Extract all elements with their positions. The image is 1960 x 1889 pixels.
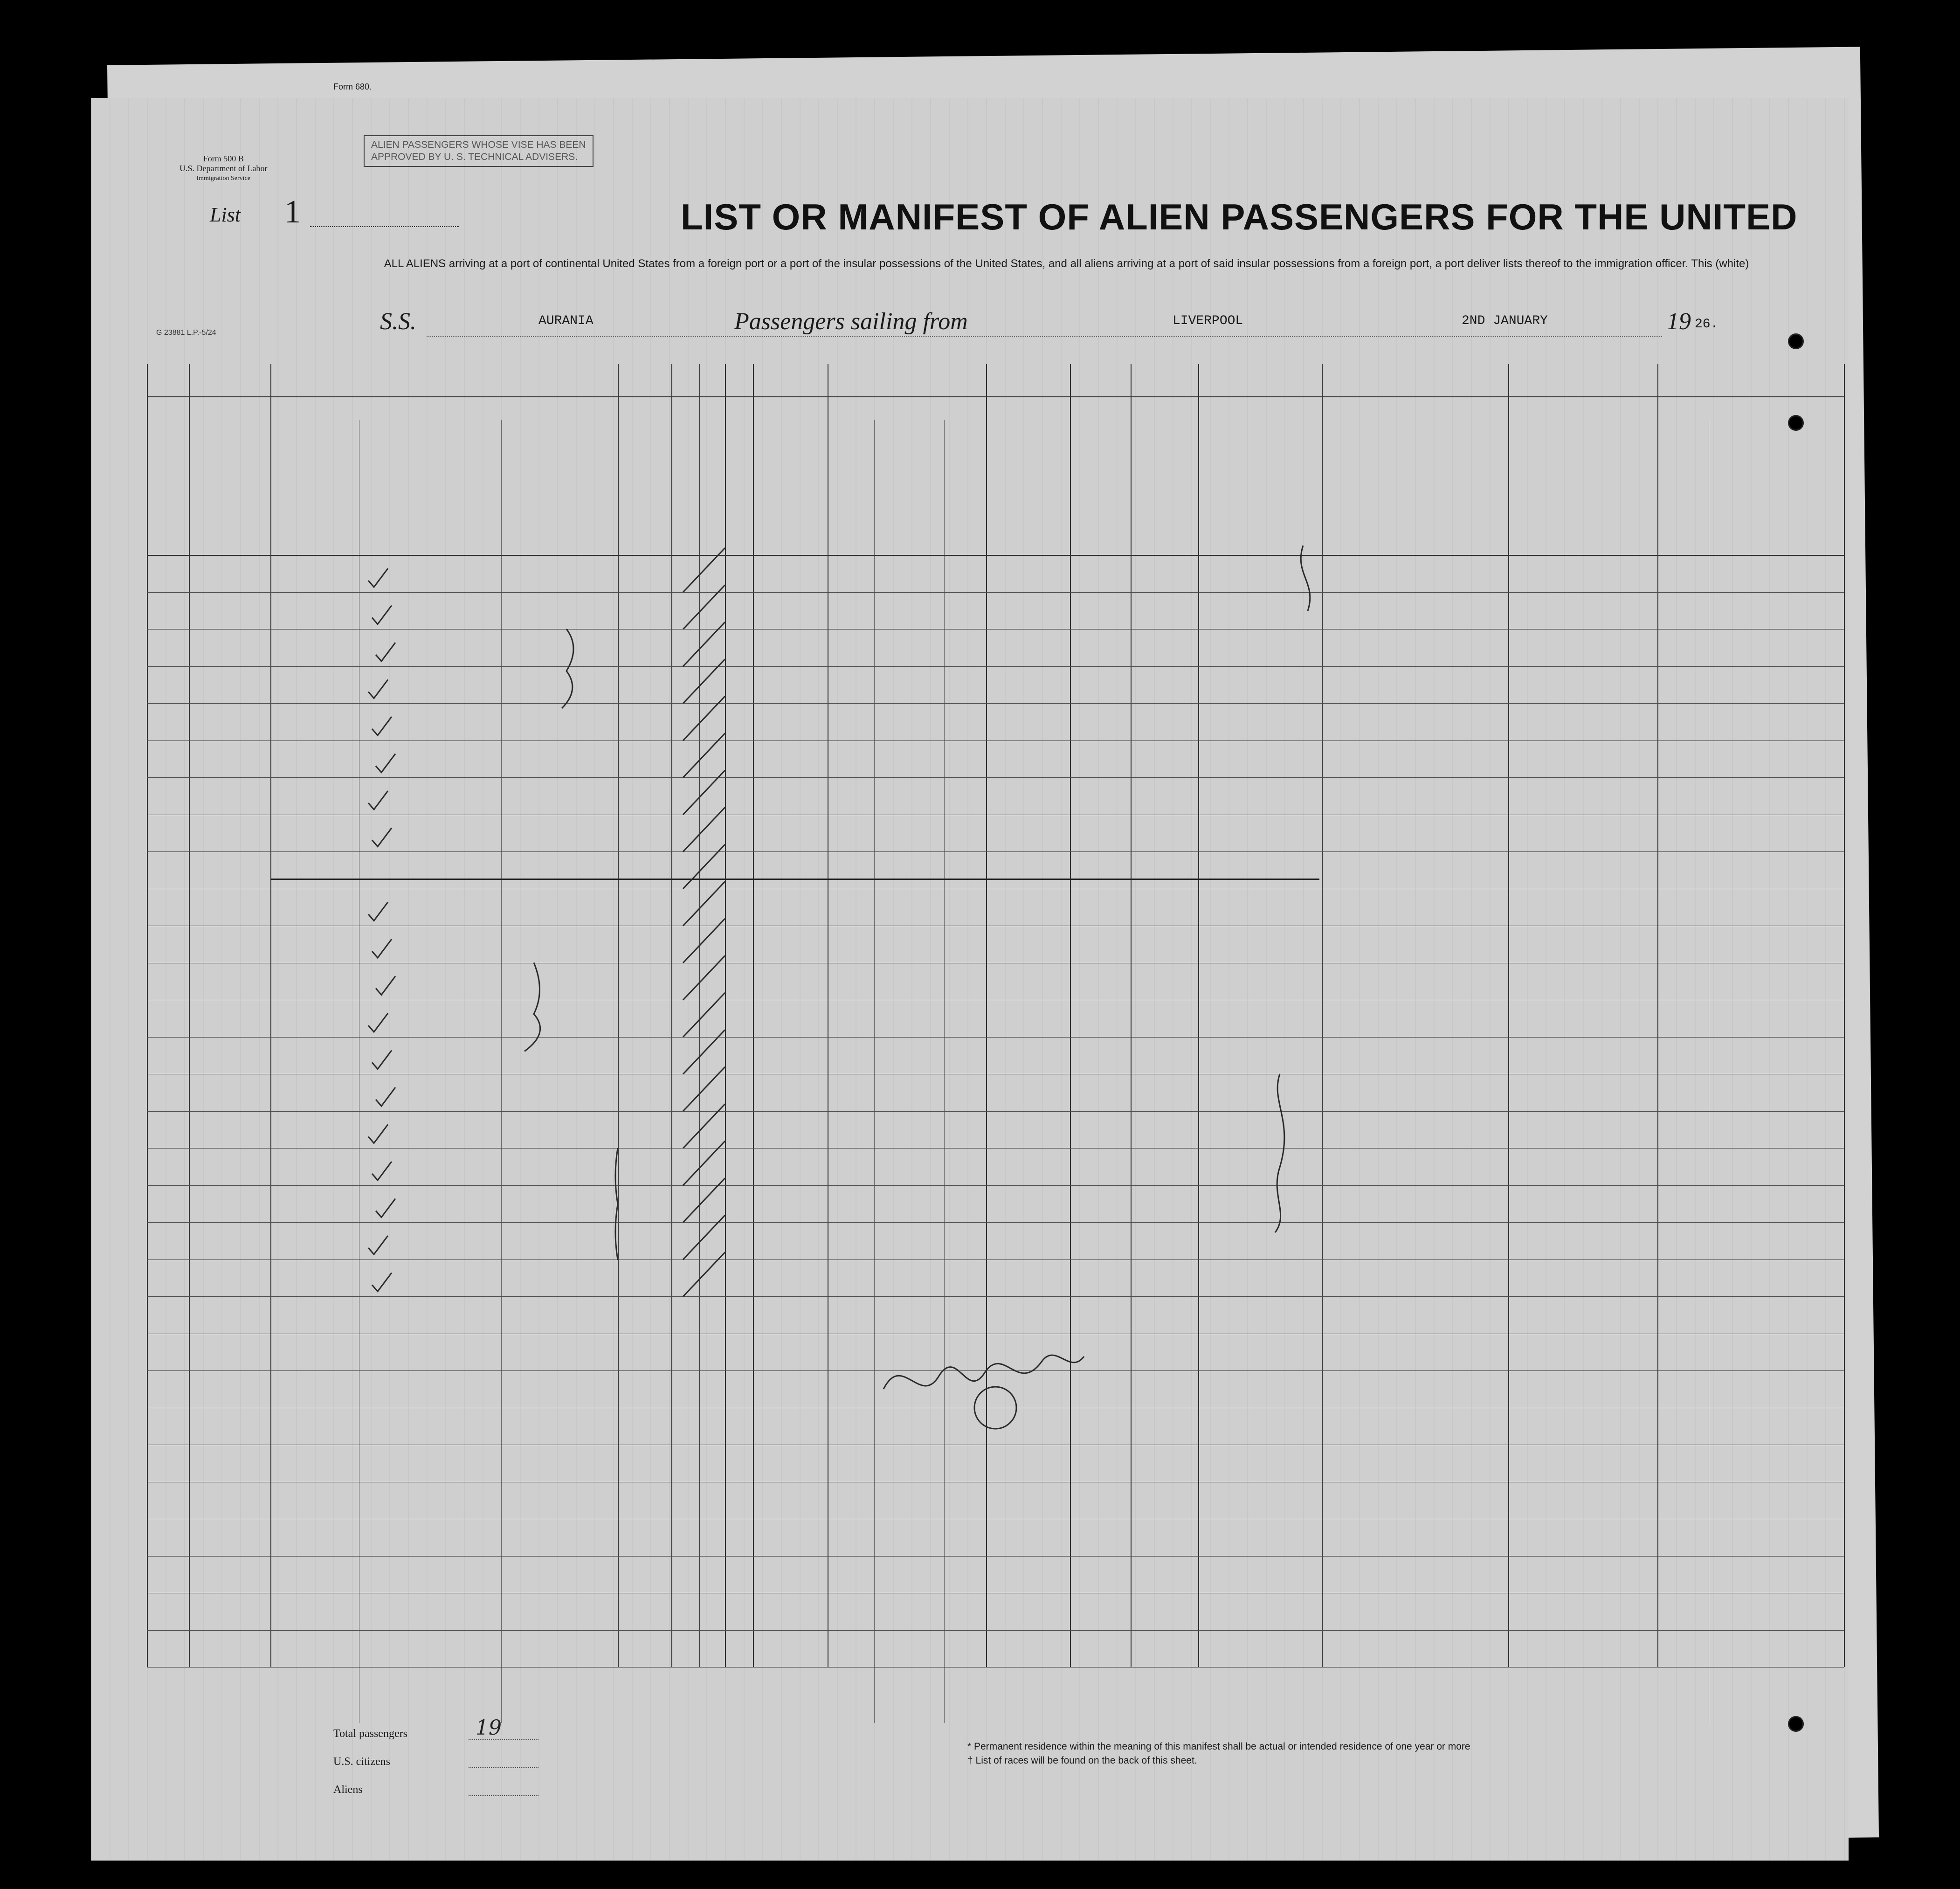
row-rule [147, 1222, 1844, 1223]
column-rule [147, 364, 148, 1667]
column-rule [1070, 364, 1071, 1667]
row-rule [147, 1185, 1844, 1186]
row-rule [147, 1259, 1844, 1260]
row-rule [147, 1296, 1844, 1297]
binder-hole-3 [1788, 1716, 1804, 1732]
us-citizens-label: U.S. citizens [333, 1756, 390, 1768]
row-rule [147, 777, 1844, 778]
form-department: U.S. Department of Labor [179, 164, 268, 173]
column-rule [1322, 364, 1323, 1667]
aliens-line [469, 1795, 538, 1796]
row-rule [147, 851, 1844, 852]
column-rule [618, 364, 619, 1667]
column-rule [501, 420, 502, 1723]
voyage-underline [427, 336, 1662, 337]
sail-date: 2ND JANUARY [1462, 314, 1548, 328]
column-rule [944, 420, 945, 1723]
stamp-line-2: APPROVED BY U. S. TECHNICAL ADVISERS. [371, 152, 578, 162]
column-rule [753, 364, 754, 1667]
column-rule [1508, 364, 1509, 1667]
column-rule [1657, 364, 1658, 1667]
total-passengers-label: Total passengers [333, 1728, 407, 1740]
header-top-rule [147, 396, 1844, 397]
row-rule [147, 1037, 1844, 1038]
footnote-residence: * Permanent residence within the meaning of this manifest shall be actual or intended residence of one year or more [967, 1741, 1470, 1752]
aliens-label: Aliens [333, 1784, 363, 1796]
column-rule [725, 364, 726, 1667]
column-rule [699, 364, 700, 1667]
sailing-label: Passengers sailing from [734, 308, 968, 335]
g-code: G 23881 L.P.-5/24 [156, 329, 216, 337]
port-name: LIVERPOOL [1173, 314, 1243, 328]
row-rule [147, 1556, 1844, 1557]
form-service: Immigration Service [196, 175, 250, 182]
list-underline [310, 226, 459, 227]
column-rule [1844, 364, 1845, 1667]
row-rule [147, 666, 1844, 667]
stamp-line-1: ALIEN PASSENGERS WHOSE VISE HAS BEEN [371, 139, 586, 150]
row-rule [147, 1148, 1844, 1149]
row-rule [147, 1630, 1844, 1631]
column-rule [1198, 364, 1199, 1667]
column-rule [1131, 364, 1132, 1667]
header-bottom-rule [147, 555, 1844, 556]
form-tab: Form 680. [333, 82, 372, 91]
column-rule [189, 364, 190, 1667]
row-rule [147, 1111, 1844, 1112]
ss-label: S.S. [380, 308, 416, 335]
ship-name: AURANIA [538, 314, 594, 328]
total-passengers-value: 19 [476, 1716, 502, 1740]
manifest-sheet [91, 82, 1849, 1861]
handwriting-overlay [147, 364, 1844, 1667]
year-prefix: 19 [1667, 308, 1691, 335]
row-rule [147, 629, 1844, 630]
row-rule [147, 592, 1844, 593]
strike-line [270, 879, 1319, 880]
page-title: LIST OR MANIFEST OF ALIEN PASSENGERS FOR THE UNITED [681, 196, 1798, 237]
column-rule [874, 420, 875, 1723]
row-rule [147, 703, 1844, 704]
binder-hole-2 [1788, 415, 1804, 431]
intro-paragraph: ALL ALIENS arriving at a port of continental United States from a foreign port or a port of the insular possessions of the United States, and all aliens arriving at a port of said insular possessions from a foreign port, a port deliver lists thereof to the immigration officer. This (white) [384, 257, 1749, 270]
year-suffix: 26. [1695, 317, 1718, 332]
binder-hole-1 [1788, 333, 1804, 349]
column-rule [270, 364, 271, 1667]
row-rule [147, 1667, 1844, 1668]
footnote-races: † List of races will be found on the back of this sheet. [967, 1755, 1197, 1766]
column-rule [671, 364, 672, 1667]
form-id-block [179, 154, 267, 183]
list-number: 1 [284, 194, 301, 230]
total-line [469, 1739, 538, 1740]
list-label: List [210, 203, 241, 226]
column-rule [986, 364, 987, 1667]
form-name: Form 500 B [203, 154, 244, 163]
row-rule [147, 1370, 1844, 1371]
row-rule [147, 740, 1844, 741]
us-line [469, 1767, 538, 1768]
vise-stamp [364, 135, 594, 167]
